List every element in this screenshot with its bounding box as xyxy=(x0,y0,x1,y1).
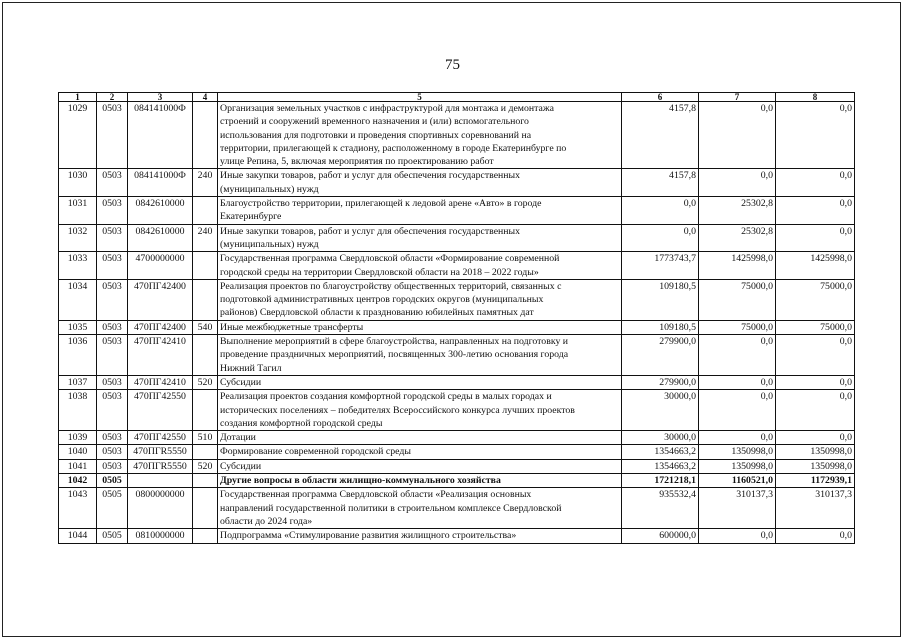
amount-col8-cell: 0,0 xyxy=(776,375,855,389)
amount-col6-cell: 0,0 xyxy=(622,224,699,252)
item-name-line: Выполнение мероприятий в сфере благоустройства, направленных на подготовку и xyxy=(220,336,569,348)
amount-col8-cell: 310137,3 xyxy=(776,488,855,529)
target-code-cell: 470ПГR5550 xyxy=(128,445,193,459)
amount-col6-cell: 0,0 xyxy=(622,197,699,225)
header-cell: 4 xyxy=(193,93,218,102)
item-name-cell xyxy=(218,224,622,252)
item-name-cell xyxy=(218,279,622,320)
table-row xyxy=(59,390,855,431)
budget-table xyxy=(58,92,855,544)
item-name-line: создания комфортной городской среды xyxy=(220,417,383,429)
amount-col6-cell: 1773743,7 xyxy=(622,252,699,280)
item-name-cell xyxy=(218,431,622,445)
section-code-cell: 0503 xyxy=(97,320,128,334)
table-row xyxy=(59,279,855,320)
section-code-cell: 0505 xyxy=(97,488,128,529)
table-row xyxy=(59,474,855,488)
amount-col7-cell: 0,0 xyxy=(699,102,776,169)
amount-col7-cell: 1160521,0 xyxy=(699,474,776,488)
row-number-cell: 1035 xyxy=(59,320,97,334)
item-name-line: городской среды на территории Свердловской области на 2018 – 2022 годы» xyxy=(220,266,539,278)
expense-type-cell: 240 xyxy=(193,169,218,197)
table-row xyxy=(59,529,855,543)
amount-col6-cell: 1354663,2 xyxy=(622,445,699,459)
header-cell: 6 xyxy=(622,93,699,102)
expense-type-cell: 510 xyxy=(193,431,218,445)
row-number-cell: 1038 xyxy=(59,390,97,431)
section-code-cell: 0503 xyxy=(97,375,128,389)
amount-col7-cell: 1350998,0 xyxy=(699,445,776,459)
amount-col8-cell: 0,0 xyxy=(776,390,855,431)
item-name-cell xyxy=(218,197,622,225)
target-code-cell: 0810000000 xyxy=(128,529,193,543)
expense-type-cell xyxy=(193,529,218,543)
item-name-line: территории, прилегающей к стадиону, расположенному в городе Екатеринбурге по xyxy=(220,142,567,154)
amount-col6-cell: 1721218,1 xyxy=(622,474,699,488)
target-code-cell: 470ПГ42550 xyxy=(128,390,193,431)
item-name-line: Иные закупки товаров, работ и услуг для обеспечения государственных xyxy=(220,225,521,237)
amount-col6-cell: 109180,5 xyxy=(622,279,699,320)
expense-type-cell xyxy=(193,335,218,376)
amount-col8-cell: 0,0 xyxy=(776,431,855,445)
amount-col8-cell: 0,0 xyxy=(776,102,855,169)
section-code-cell: 0503 xyxy=(97,390,128,431)
target-code-cell: 0800000000 xyxy=(128,488,193,529)
table-row xyxy=(59,459,855,473)
row-number-cell: 1031 xyxy=(59,197,97,225)
table-row xyxy=(59,102,855,169)
expense-type-cell: 520 xyxy=(193,375,218,389)
amount-col7-cell: 0,0 xyxy=(699,529,776,543)
row-number-cell: 1029 xyxy=(59,102,97,169)
header-cell: 3 xyxy=(128,93,193,102)
item-name-line: Реализация проектов создания комфортной городской среды в малых городах и xyxy=(220,391,552,403)
section-code-cell: 0503 xyxy=(97,197,128,225)
amount-col8-cell: 1350998,0 xyxy=(776,445,855,459)
amount-col7-cell: 0,0 xyxy=(699,390,776,431)
row-number-cell: 1041 xyxy=(59,459,97,473)
header-row xyxy=(59,93,855,102)
table-row xyxy=(59,224,855,252)
target-code-cell xyxy=(128,474,193,488)
target-code-cell: 470ПГR5550 xyxy=(128,459,193,473)
expense-type-cell xyxy=(193,390,218,431)
row-number-cell: 1037 xyxy=(59,375,97,389)
item-name-line: Формирование современной городской среды xyxy=(220,446,411,458)
item-name-line: Субсидии xyxy=(220,376,262,388)
amount-col6-cell: 600000,0 xyxy=(622,529,699,543)
item-name-cell xyxy=(218,459,622,473)
table-row xyxy=(59,431,855,445)
header-cell: 1 xyxy=(59,93,97,102)
target-code-cell: 084141000Ф xyxy=(128,102,193,169)
item-name-line: Подпрограмма «Стимулирование развития жилищного строительства» xyxy=(220,530,517,542)
item-name-line: Иные межбюджетные трансферты xyxy=(220,321,364,333)
item-name-cell xyxy=(218,320,622,334)
table-row xyxy=(59,252,855,280)
target-code-cell: 4700000000 xyxy=(128,252,193,280)
item-name-line: Другие вопросы в области жилищно-коммунального хозяйства xyxy=(220,475,501,487)
amount-col7-cell: 310137,3 xyxy=(699,488,776,529)
item-name-cell xyxy=(218,445,622,459)
amount-col8-cell: 0,0 xyxy=(776,224,855,252)
target-code-cell: 084141000Ф xyxy=(128,169,193,197)
amount-col8-cell: 1350998,0 xyxy=(776,459,855,473)
amount-col7-cell: 75000,0 xyxy=(699,279,776,320)
expense-type-cell xyxy=(193,445,218,459)
item-name-line: области до 2024 года» xyxy=(220,515,313,527)
item-name-line: направлений государственной политики в строительном комплексе Свердловской xyxy=(220,502,562,514)
expense-type-cell xyxy=(193,197,218,225)
amount-col6-cell: 935532,4 xyxy=(622,488,699,529)
amount-col8-cell: 0,0 xyxy=(776,335,855,376)
amount-col6-cell: 279900,0 xyxy=(622,375,699,389)
row-number-cell: 1044 xyxy=(59,529,97,543)
item-name-line: (муниципальных) нужд xyxy=(220,183,319,195)
header-cell: 2 xyxy=(97,93,128,102)
expense-type-cell xyxy=(193,279,218,320)
target-code-cell: 470ПГ42400 xyxy=(128,320,193,334)
section-code-cell: 0503 xyxy=(97,169,128,197)
amount-col6-cell: 109180,5 xyxy=(622,320,699,334)
table-row xyxy=(59,320,855,334)
item-name-line: Субсидии xyxy=(220,460,262,472)
item-name-line: подготовкой административных центров городских округов (муниципальных xyxy=(220,294,544,306)
amount-col8-cell: 0,0 xyxy=(776,529,855,543)
item-name-line: проведение праздничных мероприятий, посвященных 300-летию основания города xyxy=(220,349,569,361)
row-number-cell: 1036 xyxy=(59,335,97,376)
expense-type-cell: 240 xyxy=(193,224,218,252)
target-code-cell: 0842610000 xyxy=(128,224,193,252)
row-number-cell: 1040 xyxy=(59,445,97,459)
row-number-cell: 1042 xyxy=(59,474,97,488)
amount-col7-cell: 0,0 xyxy=(699,335,776,376)
item-name-line: Иные закупки товаров, работ и услуг для обеспечения государственных xyxy=(220,170,521,182)
amount-col6-cell: 279900,0 xyxy=(622,335,699,376)
item-name-cell xyxy=(218,474,622,488)
row-number-cell: 1039 xyxy=(59,431,97,445)
item-name-line: Организация земельных участков с инфраструктурой для монтажа и демонтажа xyxy=(220,103,555,114)
target-code-cell: 470ПГ42550 xyxy=(128,431,193,445)
section-code-cell: 0503 xyxy=(97,224,128,252)
amount-col7-cell: 25302,8 xyxy=(699,197,776,225)
item-name-line: улице Репина, 5, включая мероприятия по проектированию работ xyxy=(220,156,494,168)
table-row xyxy=(59,169,855,197)
item-name-line: Государственная программа Свердловской области «Формирование современной xyxy=(220,253,560,265)
amount-col7-cell: 1425998,0 xyxy=(699,252,776,280)
section-code-cell: 0503 xyxy=(97,335,128,376)
section-code-cell: 0503 xyxy=(97,102,128,169)
item-name-line: Благоустройство территории, прилегающей к ледовой арене «Авто» в городе xyxy=(220,198,542,210)
item-name-line: Дотации xyxy=(220,432,256,444)
amount-col8-cell: 0,0 xyxy=(776,197,855,225)
section-code-cell: 0503 xyxy=(97,431,128,445)
amount-col7-cell: 0,0 xyxy=(699,431,776,445)
table-row xyxy=(59,335,855,376)
amount-col6-cell: 30000,0 xyxy=(622,390,699,431)
target-code-cell: 470ПГ42410 xyxy=(128,375,193,389)
section-code-cell: 0505 xyxy=(97,474,128,488)
target-code-cell: 470ПГ42410 xyxy=(128,335,193,376)
page-number: 75 xyxy=(445,57,460,73)
section-code-cell: 0503 xyxy=(97,279,128,320)
row-number-cell: 1043 xyxy=(59,488,97,529)
table-row xyxy=(59,375,855,389)
item-name-line: Нижний Тагил xyxy=(220,362,282,374)
expense-type-cell xyxy=(193,488,218,529)
row-number-cell: 1034 xyxy=(59,279,97,320)
item-name-line: Реализация проектов по благоустройству общественных территорий, связанных с xyxy=(220,280,562,292)
expense-type-cell xyxy=(193,252,218,280)
expense-type-cell xyxy=(193,474,218,488)
table-row xyxy=(59,488,855,529)
amount-col7-cell: 1350998,0 xyxy=(699,459,776,473)
amount-col6-cell: 30000,0 xyxy=(622,431,699,445)
item-name-cell xyxy=(218,488,622,529)
amount-col6-cell: 1354663,2 xyxy=(622,459,699,473)
amount-col6-cell: 4157,8 xyxy=(622,169,699,197)
amount-col6-cell: 4157,8 xyxy=(622,102,699,169)
table-row xyxy=(59,197,855,225)
header-cell: 5 xyxy=(218,93,622,102)
item-name-line: Государственная программа Свердловской области «Реализация основных xyxy=(220,489,532,501)
section-code-cell: 0505 xyxy=(97,529,128,543)
expense-type-cell xyxy=(193,102,218,169)
section-code-cell: 0503 xyxy=(97,459,128,473)
row-number-cell: 1030 xyxy=(59,169,97,197)
item-name-cell xyxy=(218,375,622,389)
amount-col7-cell: 25302,8 xyxy=(699,224,776,252)
header-cell: 7 xyxy=(699,93,776,102)
item-name-cell xyxy=(218,529,622,543)
item-name-line: исторических поселениях – победителях Всероссийского конкурса лучших проектов xyxy=(220,404,575,416)
amount-col8-cell: 75000,0 xyxy=(776,320,855,334)
item-name-line: (муниципальных) нужд xyxy=(220,238,319,250)
item-name-cell xyxy=(218,252,622,280)
item-name-line: строений и сооружений временного назначения и (или) вспомогательного xyxy=(220,116,529,128)
amount-col8-cell: 0,0 xyxy=(776,169,855,197)
table-body xyxy=(59,102,855,544)
expense-type-cell: 520 xyxy=(193,459,218,473)
item-name-cell xyxy=(218,390,622,431)
amount-col8-cell: 75000,0 xyxy=(776,279,855,320)
row-number-cell: 1033 xyxy=(59,252,97,280)
amount-col7-cell: 0,0 xyxy=(699,169,776,197)
amount-col8-cell: 1425998,0 xyxy=(776,252,855,280)
amount-col7-cell: 75000,0 xyxy=(699,320,776,334)
item-name-cell xyxy=(218,102,622,169)
row-number-cell: 1032 xyxy=(59,224,97,252)
section-code-cell: 0503 xyxy=(97,252,128,280)
section-code-cell: 0503 xyxy=(97,445,128,459)
target-code-cell: 470ПГ42400 xyxy=(128,279,193,320)
target-code-cell: 0842610000 xyxy=(128,197,193,225)
header-cell: 8 xyxy=(776,93,855,102)
amount-col8-cell: 1172939,1 xyxy=(776,474,855,488)
item-name-cell xyxy=(218,335,622,376)
item-name-line: Екатеринбурге xyxy=(220,211,282,223)
item-name-cell xyxy=(218,169,622,197)
amount-col7-cell: 0,0 xyxy=(699,375,776,389)
expense-type-cell: 540 xyxy=(193,320,218,334)
item-name-line: использования для подготовки и проведения спортивных соревнований на xyxy=(220,129,532,141)
item-name-line: районов) Свердловской области к празднованию юбилейных памятных дат xyxy=(220,307,534,319)
table-row xyxy=(59,445,855,459)
